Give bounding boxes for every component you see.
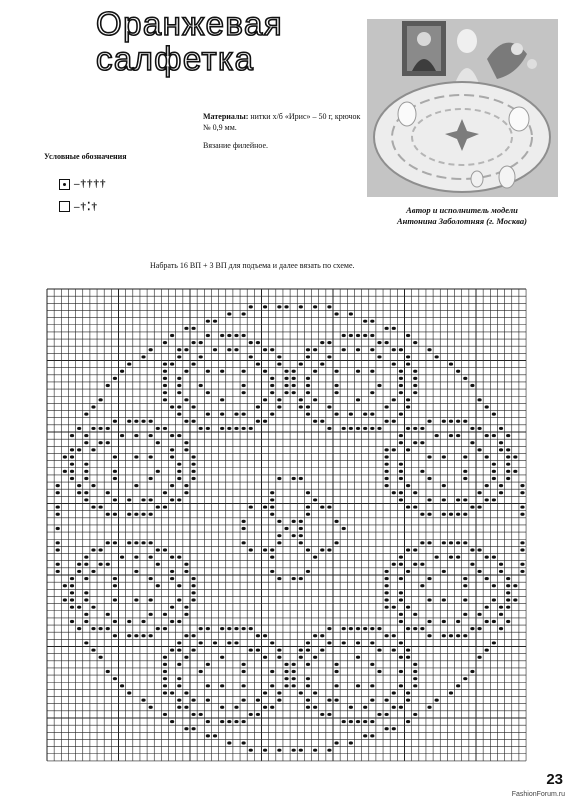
legend-stitch-filled: –†††† — [74, 178, 107, 190]
doily-photo — [367, 19, 558, 197]
legend-item-filled — [59, 178, 107, 190]
title-line-2: салфетка — [96, 40, 255, 77]
caption-line-2: Антонина Заболотняя (г. Москва) — [397, 216, 527, 226]
caption-line-1: Автор и исполнитель модели — [406, 205, 518, 215]
watermark: FashionForum.ru — [511, 791, 565, 798]
legend-item-empty — [59, 200, 98, 213]
filet-crochet-chart — [44, 287, 530, 763]
legend-stitch-empty: –†⁚† — [74, 201, 98, 213]
materials-label: Материалы: — [203, 112, 249, 121]
empty-square-icon — [59, 201, 70, 212]
materials-block — [203, 111, 363, 151]
filled-square-icon — [59, 179, 70, 190]
instruction-text: Набрать 16 ВП + 3 ВП для подъема и далее вязать по схеме. — [150, 261, 355, 270]
page-number: 23 — [546, 771, 563, 788]
page-title — [96, 6, 283, 76]
materials-text: нитки х/б «Ирис» – 50 г, крючок № 0,9 мм. — [203, 112, 361, 132]
photo-caption — [367, 205, 557, 227]
legend-title: Условные обозначения — [44, 152, 127, 161]
technique-text: Вязание филейное. — [203, 141, 269, 150]
chart-grid — [47, 289, 526, 761]
title-line-1: Оранжевая — [96, 5, 284, 42]
